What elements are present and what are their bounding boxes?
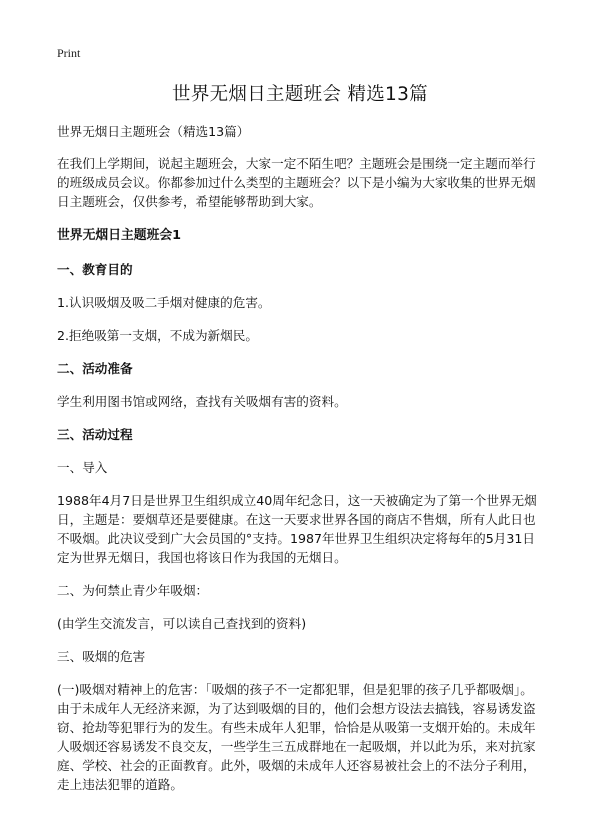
article-subtitle: 世界无烟日主题班会（精选13篇）	[57, 124, 250, 139]
goal-heading: 一、教育目的	[57, 262, 133, 277]
prep-heading: 二、活动准备	[57, 361, 133, 376]
process-why-heading: 二、为何禁止青少年吸烟：	[57, 583, 209, 598]
page-title: 世界无烟日主题班会 精选13篇	[172, 84, 428, 105]
prep-text: 学生利用图书馆或网络，查找有关吸烟有害的资料。	[57, 394, 347, 409]
process-heading: 三、活动过程	[57, 427, 133, 442]
process-why-text: (由学生交流发言，可以读自己查找到的资料)	[57, 616, 307, 631]
process-harm-text: (一)吸烟对精神上的危害：「吸烟的孩子不一定都犯罪，但是犯罪的孩子几乎都吸烟」。由于未成年人无经济来源，为了达到吸烟的目的，他们会想方设法去搞钱，容易诱发盗窃、抢劫等犯罪行为的发生。有些未成年人犯罪，恰恰是从吸第一支烟开始的。未成年人吸烟还容易诱发不良交友，一些学生三五成群地在一起吸烟，并以此为乐，来对抗家庭、学校、社会的正面教育。此外，吸烟的未成年人还容易被社会上的不法分子利用，走上违法犯罪的道路。	[57, 682, 536, 792]
intro-paragraph: 在我们上学期间，说起主题班会，大家一定不陌生吧？主题班会是围绕一定主题而举行的班级成员会议。你都参加过什么类型的主题班会？以下是小编为大家收集的世界无烟日主题班会，仅供参考，希望能够帮助到大家。	[57, 156, 536, 209]
article-body	[57, 122, 545, 794]
print-link[interactable]: Print	[57, 46, 81, 60]
process-intro-heading: 一、导入	[57, 460, 108, 475]
process-intro-text: 1988年4月7日是世界卫生组织成立40周年纪念日，这一天被确定为了第一个世界无烟日，主题是：要烟草还是要健康。在这一天要求世界各国的商店不售烟，所有人此日也不吸烟。此决议受到广大会员国的°支持。1987年世界卫生组织决定将每年的5月31日定为世界无烟日，我国也将该日作为我国的无烟日。	[57, 493, 537, 565]
goal-item-1: 1.认识吸烟及吸二手烟对健康的危害。	[57, 295, 271, 310]
section-heading: 世界无烟日主题班会1	[57, 228, 182, 243]
goal-item-2: 2.拒绝吸第一支烟，不成为新烟民。	[57, 328, 258, 343]
process-harm-heading: 三、吸烟的危害	[57, 649, 146, 664]
